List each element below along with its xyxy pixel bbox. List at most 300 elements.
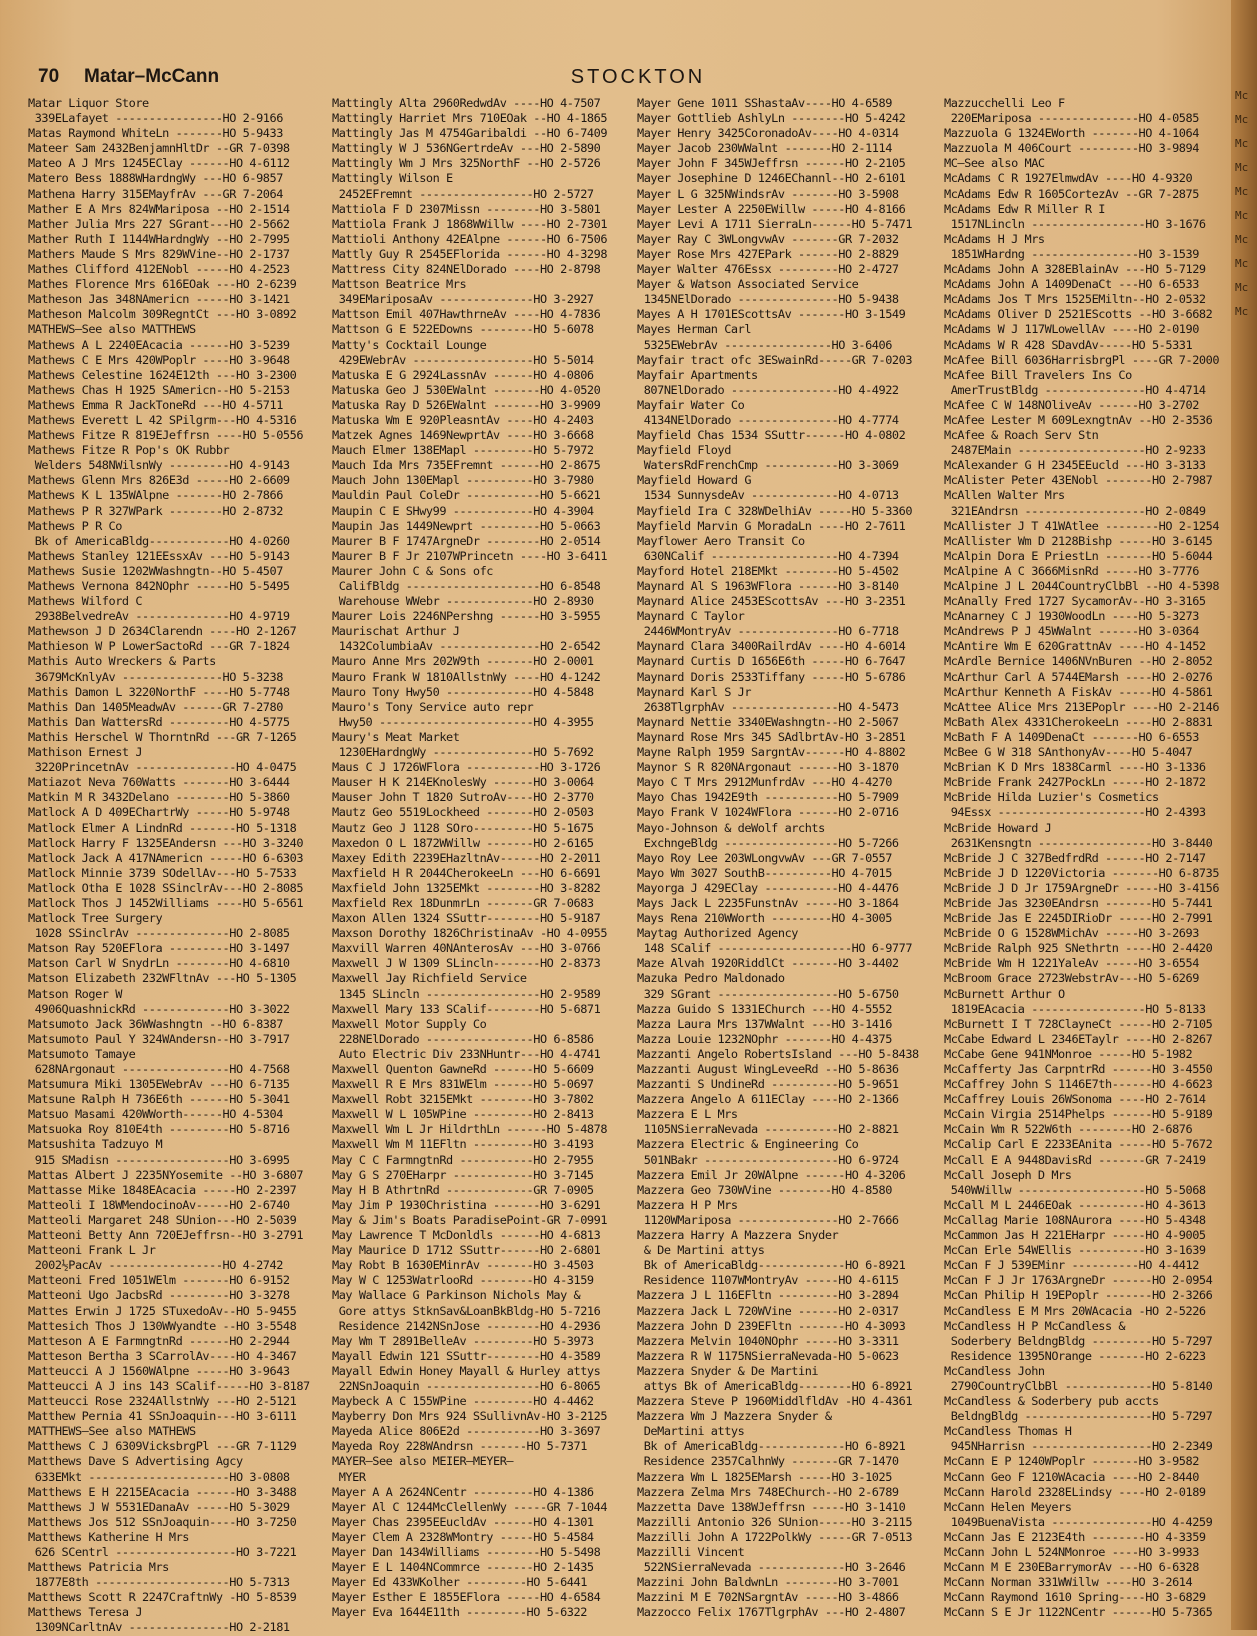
- directory-entry: Mazzocco Felix 1767TlgrphAv ---HO 2-4807: [637, 1605, 906, 1620]
- directory-entry: Maupin Jas 1449Newprt ---------HO 5-0663: [332, 518, 601, 533]
- directory-entry: 1028 SSinclrAv --------------HO 2-8085: [28, 926, 290, 941]
- directory-entry: Mayer Dan 1434Williams --------HO 5-5498: [332, 1545, 601, 1559]
- directory-entry: Matsumoto Tamaye: [28, 1046, 136, 1061]
- directory-entry: McAlpin Dora E PriestLn -------HO 5-6044: [944, 548, 1213, 563]
- directory-entry: Maynard Nettie 3340EWashngtn--HO 2-5067: [637, 714, 899, 729]
- directory-entry: Mather Ruth I 1144WHardngWy --HO 2-7995: [28, 231, 290, 246]
- directory-entry: Matsumoto Paul Y 324WAndersn--HO 3-7917: [28, 1031, 290, 1046]
- directory-entry: Mazzera R W 1175NSierraNevada-HO 5-0623: [637, 1348, 899, 1363]
- directory-entry: Maxon Allen 1324 SSuttr--------HO 5-9187: [332, 911, 601, 926]
- directory-entry: Mauser H K 214EKnolesWy ------HO 3-0064: [332, 775, 594, 790]
- directory-entry: McCain Virgia 2514Phelps ------HO 5-9189: [944, 1107, 1213, 1122]
- directory-entry: Mazzera Angelo A 611EClay ----HO 2-1366: [637, 1092, 899, 1107]
- directory-entry: McCandless E M Mrs 20WAcacia -HO 2-5226: [944, 1303, 1206, 1318]
- directory-entry: 2446WMontryAv ---------------HO 6-7718: [637, 624, 899, 639]
- directory-entry: Mayne Ralph 1959 SargntAv------HO 4-8802: [637, 745, 906, 760]
- directory-entry: Matlock Jack A 417NAmericn -----HO 6-6303: [28, 850, 304, 865]
- directory-entry: 349EMariposaAv --------------HO 3-2927: [332, 292, 594, 307]
- directory-entry: McCabe Gene 941NMonroe -----HO 5-1982: [944, 1046, 1193, 1061]
- directory-entry: McAllister J T 41WAtlee --------HO 2-1254: [944, 518, 1220, 533]
- directory-entry: May Maurice D 1712 SSuttr------HO 2-6801: [332, 1243, 601, 1258]
- directory-entry: Mayer Clem A 2328WMontry -----HO 5-4584: [332, 1529, 594, 1544]
- directory-entry: 626 SCentrl ------------------HO 3-7221: [28, 1545, 297, 1559]
- directory-entry: Matthews C J 6309VicksbrgPl ---GR 7-1129: [28, 1439, 297, 1454]
- directory-entry: Mayer & Watson Associated Service: [637, 277, 859, 292]
- directory-entry: Mayer Levi A 1711 SierraLn------HO 5-7471: [637, 216, 913, 231]
- directory-entry: May W C 1253WatrlooRd --------HO 4-3159: [332, 1273, 594, 1288]
- directory-entry: McCann Helen Meyers: [944, 1499, 1072, 1514]
- directory-entry: Mazzera H P Mrs: [637, 1197, 738, 1212]
- directory-entry: McAdams John A 328EBlainAv ---HO 5-7129: [944, 262, 1206, 277]
- directory-entry: McAlpine A C 3666MisnRd -----HO 3-7776: [944, 563, 1199, 578]
- directory-entry: Mazza Guido S 1331EChurch ---HO 4-5552: [637, 1001, 892, 1016]
- directory-entry: McAfee & Roach Serv Stn: [944, 428, 1099, 443]
- directory-entry: McBride O G 1528WMichAv -----HO 3-2693: [944, 926, 1199, 941]
- directory-entry: Matson Carl W SnydrLn --------HO 4-6810: [28, 956, 290, 971]
- directory-entry: McBath Alex 4331CherokeeLn ----HO 2-8831: [944, 714, 1213, 729]
- directory-entry: Mattes Erwin J 1725 STuxedoAv--HO 5-9455: [28, 1303, 297, 1318]
- directory-entry: McBee G W 318 SAnthonyAv----HO 5-4047: [944, 745, 1193, 760]
- directory-entry: McAdams W J 117WLowellAv ----HO 2-0190: [944, 322, 1199, 337]
- directory-entry: Mattas Albert J 2235NYosemite --HO 3-6807: [28, 1167, 304, 1182]
- directory-entry: Residence 2357CalhnWy -------GR 7-1470: [637, 1454, 899, 1469]
- directory-entry: Mayeda Alice 806E2d -----------HO 3-3697: [332, 1424, 601, 1439]
- directory-entry: Mazzetta Dave 138WJeffrsn -----HO 3-1410: [637, 1499, 906, 1514]
- directory-entry: Maxvill Warren 40NAnterosAv ---HO 3-0766: [332, 941, 601, 956]
- directory-entry: McCandless Thomas H: [944, 1424, 1072, 1439]
- directory-entry: 630NCalif -------------------HO 4-7394: [637, 548, 899, 563]
- directory-entry: Maxfield John 1325EMkt --------HO 3-8282: [332, 880, 601, 895]
- directory-entry: Matzek Agnes 1469NewprtAv ----HO 3-6668: [332, 428, 594, 443]
- directory-entry: Mathieson W P LowerSactoRd ---GR 7-1824: [28, 639, 290, 654]
- directory-entry: Matteucci A J 1560WAlpne -----HO 3-9643: [28, 1363, 290, 1378]
- directory-entry: Mathes Clifford 412ENobl -----HO 4-2523: [28, 262, 290, 277]
- directory-entry: 1049BuenaVista ---------------HO 4-4259: [944, 1514, 1213, 1529]
- directory-entry: Mazzucchelli Leo F: [944, 96, 1065, 110]
- directory-entry: May H B AthrtnRd -------------GR 7-0905: [332, 1182, 594, 1197]
- directory-entry: Maynard Karl S Jr: [637, 684, 752, 699]
- section-range: Matar–McCann: [84, 66, 220, 87]
- directory-entry: Mattingly W J 536NGertrdeAv ---HO 2-5890: [332, 141, 601, 156]
- directory-entry: Mazza Laura Mrs 137WWalnt ---HO 3-1416: [637, 1016, 892, 1031]
- directory-entry: Matuska Wm E 920PleasntAv ----HO 4-2403: [332, 412, 594, 427]
- directory-entry: Mayer Gottlieb AshlyLn --------HO 5-4242: [637, 111, 906, 126]
- directory-entry: Maxwell Wm L Jr HildrthLn ------HO 5-4878: [332, 1122, 608, 1137]
- directory-entry: Maurer John C & Sons ofc: [332, 563, 494, 578]
- directory-entry: Residence 2142NSnJose --------HO 4-2936: [332, 1318, 601, 1333]
- directory-entry: Maxwell Mary 133 SCalif--------HO 5-6871: [332, 1001, 601, 1016]
- directory-entry: Mayfield Chas 1534 SSuttr------HO 4-0802: [637, 428, 906, 443]
- directory-entry: WatersRdFrenchCmp -----------HO 3-3069: [637, 458, 899, 473]
- directory-entry: 3220PrincetnAv ---------------HO 4-0475: [28, 760, 297, 775]
- directory-entry: McCan F J 539EMinr ----------HO 4-4412: [944, 1258, 1199, 1273]
- directory-entry: Mather E A Mrs 824WMariposa --HO 2-1514: [28, 201, 290, 216]
- directory-entry: Matthews Dave S Advertising Agcy: [28, 1454, 243, 1469]
- directory-entry: May C C FarmngtnRd -----------HO 2-7955: [332, 1152, 594, 1167]
- directory-entry: McCaffrey Louis 26WSonoma ----HO 2-7614: [944, 1092, 1206, 1107]
- directory-entry: Matteoni Ugo JacbsRd ---------HO 3-3278: [28, 1288, 290, 1303]
- directory-entry: Maurer B F Jr 2107WPrincetn ----HO 3-6411: [332, 548, 608, 563]
- directory-entry: Mathews Fitze R 819EJeffrsn ----HO 5-0556: [28, 428, 304, 443]
- directory-entry: Mays Jack L 2235FunstnAv -----HO 3-1864: [637, 895, 899, 910]
- directory-entry: Mattiola Frank J 1868WWillw ----HO 2-7301: [332, 216, 608, 231]
- directory-entry: McCan F J Jr 1763ArgneDr ------HO 2-0954: [944, 1273, 1213, 1288]
- directory-entry: Residence 1395NOrange -------HO 2-6223: [944, 1348, 1206, 1363]
- directory-entry: Mathews Stanley 121EEssxAv ---HO 5-9143: [28, 548, 290, 563]
- directory-entry: 429EWebrAv ------------------HO 5-5014: [332, 352, 594, 367]
- directory-entry: McCabe Edward L 2346ETaylr ----HO 2-8267: [944, 1031, 1213, 1046]
- directory-column-1: [28, 96, 320, 1636]
- directory-entry: Mazzera Emil Jr 20WAlpne ------HO 4-3206: [637, 1167, 906, 1182]
- directory-entry: MATTHEWS—See also MATHEWS: [28, 1424, 196, 1439]
- directory-entry: Matthews Katherine H Mrs: [28, 1529, 190, 1544]
- directory-entry: Matteucci Rose 2324AllstnWy ---HO 2-5121: [28, 1394, 297, 1409]
- directory-entry: Maxwell Motor Supply Co: [332, 1016, 487, 1031]
- directory-entry: Mayer E L 1404NCommrce -------HO 2-1435: [332, 1560, 594, 1575]
- directory-entry: McBride J D Jr 1759ArgneDr -----HO 3-4156: [944, 880, 1220, 895]
- directory-entry: Maxson Dorothy 1826ChristinaAv -HO 4-0955: [332, 926, 608, 941]
- directory-entry: Mayo Frank V 1024WFlora ------HO 2-0716: [637, 805, 899, 820]
- directory-entry: Matson Roger W: [28, 986, 122, 1001]
- directory-entry: Mayer Rose Mrs 427EPark ------HO 2-8829: [637, 246, 899, 261]
- directory-entry: Mayer Gene 1011 SShastaAv----HO 4-6589: [637, 96, 892, 110]
- directory-entry: McBurnett Arthur O: [944, 986, 1065, 1001]
- directory-entry: Matson Elizabeth 232WFltnAv ---HO 5-1305: [28, 971, 297, 986]
- directory-entry: Mayer Chas 2395EEucldAv ------HO 4-1301: [332, 1514, 594, 1529]
- directory-entry: 228NElDorado ----------------HO 6-8586: [332, 1031, 594, 1046]
- directory-entry: McBride Howard J: [944, 820, 1052, 835]
- directory-entry: McAlexander G H 2345EEucld ---HO 3-3133: [944, 458, 1206, 473]
- adjacent-page-edge: [1231, 0, 1257, 1630]
- directory-entry: Mathes Florence Mrs 616EOak ---HO 2-6239: [28, 277, 297, 292]
- directory-entry: Soderbery BeldngBldg ---------HO 5-7297: [944, 1333, 1213, 1348]
- directory-entry: Mathews Wilford C: [28, 594, 143, 609]
- directory-entry: 2631Kensngtn -----------------HO 3-8440: [944, 835, 1213, 850]
- directory-entry: 1819EAcacia -----------------HO 5-8133: [944, 1001, 1206, 1016]
- directory-entry: Matuska Geo J 530EWalnt -------HO 4-0520: [332, 382, 601, 397]
- directory-entry: 148 SCalif --------------------HO 6-9777: [637, 941, 913, 956]
- directory-entry: Mazzuola G 1324EWorth -------HO 4-1064: [944, 126, 1199, 141]
- directory-entry: Mathewson J D 2634Clarendn ----HO 2-1267: [28, 624, 297, 639]
- directory-entry: Mattingly Harriet Mrs 710EOak --HO 4-1865: [332, 111, 608, 126]
- directory-entry: McAdams W R 428 SDavdAv-----HO 5-5331: [944, 337, 1193, 352]
- directory-entry: McAdams John A 1409DenaCt ---HO 6-6533: [944, 277, 1199, 292]
- directory-entry: Mayo-Johnson & deWolf archts: [637, 820, 825, 835]
- directory-entry: Maytag Authorized Agency: [637, 926, 799, 941]
- directory-entry: Mathews Glenn Mrs 826E3d -----HO 2-6609: [28, 473, 290, 488]
- directory-entry: Matuska Ray D 526EWalnt -------HO 3-9909: [332, 397, 601, 412]
- directory-entry: Mattingly Jas M 4754Garibaldi --HO 6-7409: [332, 126, 608, 141]
- directory-entry: Mayall Edwin 121 SSuttr--------HO 4-3589: [332, 1348, 601, 1363]
- directory-entry: McAndrews P J 45WWalnt ------HO 3-0364: [944, 624, 1199, 639]
- directory-entry: 329 SGrant ------------------HO 5-6750: [637, 986, 899, 1001]
- directory-entry: Maxey Edith 2239EHazltnAv------HO 2-2011: [332, 850, 601, 865]
- directory-entry: Mattly Guy R 2545EFlorida ------HO 4-3298: [332, 246, 608, 261]
- directory-entry: Matsune Ralph H 736E6th ------HO 5-3041: [28, 1092, 290, 1107]
- directory-entry: Mathews A L 2240EAcacia ------HO 3-5239: [28, 337, 290, 352]
- directory-entry: Mathews Fitze R Pop's OK Rubbr: [28, 443, 230, 458]
- directory-entry: Mayer Jacob 230WWalnt -------HO 2-1114: [637, 141, 892, 156]
- directory-entry: 1345NElDorado ---------------HO 5-9438: [637, 292, 899, 307]
- directory-entry: Mazzanti Angelo RobertsIsland ---HO 5-8438: [637, 1046, 919, 1061]
- directory-entry: CalifBldg --------------------HO 6-8548: [332, 579, 601, 593]
- directory-entry: Matteoli I 18WMendocinoAv-----HO 2-6740: [28, 1197, 290, 1212]
- directory-entry: McCallag Marie 108NAurora ----HO 5-4348: [944, 1212, 1206, 1227]
- directory-entry: Bk of AmericaBldg------------HO 4-0260: [28, 533, 290, 548]
- directory-entry: Maxwell Quenton GawneRd ------HO 5-6609: [332, 1062, 594, 1076]
- directory-entry: 321EAndrsn ------------------HO 2-0849: [944, 503, 1206, 518]
- directory-entry: Mauch Ida Mrs 735EFremnt ------HO 2-8675: [332, 458, 601, 473]
- directory-entry: 1432ColumbiaAv ---------------HO 2-6542: [332, 639, 601, 654]
- directory-entry: Mateo A J Mrs 1245EClay ------HO 4-6112: [28, 156, 290, 171]
- directory-entry: Mattiola F D 2307Missn --------HO 3-5801: [332, 201, 601, 216]
- directory-entry: Maynard Rose Mrs 345 SAdlbrtAv-HO 3-2851: [637, 729, 906, 744]
- directory-entry: 522NSierraNevada -------------HO 3-2646: [637, 1560, 906, 1575]
- directory-entry: Matteoni Betty Ann 720EJeffrsn--HO 3-2791: [28, 1228, 304, 1243]
- directory-entry: 220EMariposa ---------------HO 4-0585: [944, 111, 1199, 126]
- directory-entry: Matlock Tree Surgery: [28, 911, 163, 926]
- directory-entry: Mazzera Steve P 1960MiddlfldAv -HO 4-4361: [637, 1394, 913, 1409]
- directory-entry: Mazzera John D 239EFltn -------HO 4-3093: [637, 1318, 906, 1333]
- directory-entry: Matsumoto Jack 36WWashngtn --HO 6-8387: [28, 1016, 283, 1031]
- directory-entry: Maxwell W L 105WPine ---------HO 2-8413: [332, 1107, 594, 1122]
- directory-entry: Bk of AmericaBldg-------------HO 6-8921: [637, 1258, 906, 1273]
- directory-entry: Mauro Anne Mrs 202W9th -------HO 2-0001: [332, 654, 594, 669]
- directory-entry: Mautz Geo J 1128 SOro---------HO 5-1675: [332, 820, 594, 835]
- directory-entry: Mayfield Ira C 328WDelhiAv -----HO 5-3360: [637, 503, 913, 518]
- directory-entry: & De Martini attys: [637, 1243, 765, 1258]
- directory-entry: Mayfield Marvin G MoradaLn ----HO 2-7611: [637, 518, 906, 533]
- directory-entry: Mayeda Roy 228WAndrsn -------HO 5-7371: [332, 1439, 587, 1454]
- directory-entry: Mayer Ed 433WKolher ---------HO 5-6441: [332, 1575, 587, 1590]
- directory-entry: 633EMkt ---------------------HO 3-0808: [28, 1469, 290, 1484]
- directory-entry: McBride Wm H 1221YaleAv -----HO 3-6554: [944, 956, 1199, 971]
- directory-entry: Mayorga J 429EClay -----------HO 4-4476: [637, 880, 899, 895]
- directory-entry: McCain Wm R 522W6th --------HO 2-6876: [944, 1122, 1193, 1137]
- directory-entry: Hwy50 -----------------------HO 4-3955: [332, 714, 594, 729]
- directory-entry: May G S 270EHarpr ------------HO 3-7145: [332, 1167, 594, 1182]
- directory-entry: Mazzera Wm L 1825EMarsh -----HO 3-1025: [637, 1469, 892, 1484]
- directory-entry: Mayford Hotel 218EMkt --------HO 5-4502: [637, 563, 899, 578]
- directory-entry: McAllen Walter Mrs: [944, 488, 1065, 503]
- directory-entry: Mattson Beatrice Mrs: [332, 277, 467, 292]
- directory-entry: Matsushita Tadzuyo M: [28, 1137, 163, 1152]
- directory-entry: Mayer L G 325NWindsrAv -------HO 3-5908: [637, 186, 899, 201]
- directory-entry: Maxfield Rex 18DunmrLn -------GR 7-0683: [332, 895, 594, 910]
- directory-entry: 501NBakr --------------------HO 6-9724: [637, 1152, 899, 1167]
- directory-entry: May Lawrence T McDonldls ------HO 4-6813: [332, 1228, 601, 1243]
- directory-entry: McCall E A 9448DavisRd -------GR 7-2419: [944, 1152, 1206, 1167]
- directory-entry: Matsuoka Roy 810E4th ---------HO 5-8716: [28, 1122, 290, 1137]
- directory-column-4: [944, 96, 1230, 1620]
- directory-entry: Matteucci A J ins 143 SCalif-----HO 3-8187: [28, 1378, 310, 1393]
- directory-entry: McAdams H J Mrs: [944, 231, 1045, 246]
- directory-entry: Mathews P R 327WPark --------HO 2-8732: [28, 503, 283, 518]
- directory-entry: McCandless & Soderbery pub accts: [944, 1394, 1159, 1409]
- directory-entry: Mattasse Mike 1848EAcacia -----HO 2-2397: [28, 1182, 297, 1197]
- directory-entry: 2638TlgrphAv ----------------HO 4-5473: [637, 699, 899, 714]
- directory-entry: 4134NElDorado ---------------HO 4-7774: [637, 412, 899, 427]
- adjacent-page-text: Mc Mc Mc Mc Mc Mc Mc Mc Mc Mc: [1235, 89, 1249, 318]
- directory-entry: Matas Raymond WhiteLn -------HO 5-9433: [28, 126, 283, 141]
- directory-entry: McCann Jas E 2123E4th --------HO 4-3359: [944, 1529, 1206, 1544]
- directory-entry: Matkin M R 3432Delano --------HO 5-3860: [28, 790, 290, 805]
- directory-entry: Mazzera Wm J Mazzera Snyder &: [637, 1409, 832, 1424]
- directory-entry: 339ELafayet ----------------HO 2-9166: [28, 111, 283, 126]
- directory-entry: Mazza Louie 1232NOphr -------HO 4-4375: [637, 1031, 892, 1046]
- directory-entry: Matlock A D 409EChartrWy -----HO 5-9748: [28, 805, 290, 820]
- directory-entry: McCammon Jas H 221EHarpr -----HO 4-9005: [944, 1228, 1206, 1243]
- directory-entry: Mayer Walter 476Essx ---------HO 2-4727: [637, 262, 899, 277]
- directory-entry: Mayfair tract ofc 3ESwainRd-----GR 7-0203: [637, 352, 913, 367]
- directory-entry: Maxwell Wm M 11EFltn ---------HO 3-4193: [332, 1137, 594, 1152]
- directory-entry: Matty's Cocktail Lounge: [332, 337, 487, 352]
- directory-entry: Mayes Herman Carl: [637, 322, 752, 337]
- directory-entry: 915 SMadisn -----------------HO 3-6995: [28, 1152, 290, 1167]
- directory-entry: Mattesich Thos J 130WWyandte --HO 3-5548: [28, 1318, 297, 1333]
- directory-entry: Matlock Harry F 1325EAndersn ---HO 3-3240: [28, 835, 304, 850]
- directory-entry: Mathews Susie 1202WWashngtn--HO 5-4507: [28, 563, 283, 578]
- directory-entry: Mazzera E L Mrs: [637, 1107, 738, 1122]
- directory-entry: McCan Erle 54WEllis ----------HO 3-1639: [944, 1243, 1206, 1258]
- directory-entry: McBroom Grace 2723WebstrAv---HO 5-6269: [944, 971, 1199, 986]
- directory-entry: Mayberry Don Mrs 924 SSullivnAv-HO 3-2125: [332, 1409, 608, 1424]
- directory-entry: Mathis Damon L 3220NorthF ----HO 5-7748: [28, 684, 290, 699]
- directory-entry: Matson Ray 520EFlora ---------HO 3-1497: [28, 941, 290, 956]
- directory-entry: McAdams Oliver D 2521EScotts --HO 3-6682: [944, 307, 1213, 322]
- directory-entry: May Robt B 1630EMinrAv -------HO 3-4503: [332, 1258, 594, 1273]
- directory-entry: Maupin C E SHwy99 ------------HO 4-3904: [332, 503, 594, 518]
- directory-entry: Mazzera J L 116EFltn ---------HO 3-2894: [637, 1288, 899, 1303]
- directory-entry: MAYER—See also MEIER—MEYER—: [332, 1454, 514, 1469]
- directory-entry: Maurer B F 1747ArgneDr --------HO 2-0514: [332, 533, 601, 548]
- directory-entry: 3679McKnlyAv ---------------HO 5-3238: [28, 669, 283, 684]
- directory-entry: May & Jim's Boats ParadisePoint-GR 7-0991: [332, 1212, 608, 1227]
- directory-entry: Matthews E H 2215EAcacia ------HO 3-3488: [28, 1484, 297, 1499]
- directory-entry: Mayer Henry 3425CoronadoAv----HO 4-0314: [637, 126, 899, 141]
- directory-entry: McArdle Bernice 1406NVnBuren --HO 2-8052: [944, 654, 1213, 669]
- directory-entry: McCandless H P McCandless &: [944, 1318, 1126, 1333]
- directory-entry: Mathews Vernona 842NOphr -----HO 5-5495: [28, 579, 290, 593]
- directory-column-3: [637, 96, 929, 1620]
- directory-entry: Mayo Wm 3027 SouthB----------HO 4-7015: [637, 865, 892, 880]
- page-header: [38, 66, 1238, 92]
- directory-entry: Mathews K L 135WAlpne -------HO 2-7866: [28, 488, 283, 503]
- directory-entry: McCann John L 524NMonroe ----HO 3-9933: [944, 1545, 1199, 1559]
- directory-entry: Mayfield Floyd: [637, 443, 731, 458]
- directory-entry: Mauch John 130EMapl ----------HO 3-7980: [332, 473, 594, 488]
- directory-entry: McAfee Lester M 609LexngtnAv --HO 2-3536: [944, 412, 1213, 427]
- directory-entry: McAnarney C J 1930WoodLn ----HO 5-3273: [944, 609, 1199, 624]
- directory-entry: Mathews Chas H 1925 SAmericn--HO 5-2153: [28, 382, 290, 397]
- directory-entry: Mayflower Aero Transit Co: [637, 533, 805, 548]
- directory-entry: Maxwell R E Mrs 831WElm ------HO 5-0697: [332, 1077, 594, 1092]
- directory-entry: Mayes A H 1701EScottsAv -------HO 3-1549: [637, 307, 906, 322]
- directory-entry: Mayall Edwin Honey Mayall & Hurley attys: [332, 1363, 601, 1378]
- directory-entry: ExchngeBldg -----------------HO 5-7266: [637, 835, 899, 850]
- directory-entry: Mayer Josephine D 1246EChannl--HO 2-6101: [637, 171, 906, 186]
- directory-entry: Welders 548NWilsnWy ---------HO 4-9143: [28, 458, 290, 473]
- directory-entry: May Wallace G Parkinson Nichols May &: [332, 1288, 581, 1303]
- directory-entry: McCall Joseph D Mrs: [944, 1167, 1072, 1182]
- directory-entry: McAlpine J L 2044CountryClbBl --HO 4-5398: [944, 579, 1220, 593]
- directory-entry: 1534 SunnysdeAv -------------HO 4-0713: [637, 488, 899, 503]
- directory-entry: McAdams C R 1927ElmwdAv ----HO 4-9320: [944, 171, 1193, 186]
- directory-entry: 22NSnJoaquin -----------------HO 6-8065: [332, 1378, 601, 1393]
- directory-entry: Maze Alvah 1920RiddlCt -------HO 3-4402: [637, 956, 899, 971]
- directory-entry: Mayer A A 2624NCentr ---------HO 4-1386: [332, 1484, 594, 1499]
- directory-entry: Mayer Al C 1244McClellenWy -----GR 7-1044: [332, 1499, 608, 1514]
- directory-entry: 2790CountryClbBl -------------HO 5-8140: [944, 1378, 1213, 1393]
- directory-entry: Mattress City 824NElDorado ----HO 2-8798: [332, 262, 601, 277]
- directory-entry: Mazzera Geo 730WVine --------HO 4-8580: [637, 1182, 892, 1197]
- directory-entry: 1345 SLincln -----------------HO 2-9589: [332, 986, 601, 1001]
- directory-column-2: [332, 96, 624, 1620]
- directory-entry: Maynard Curtis D 1656E6th -----HO 6-7647: [637, 654, 906, 669]
- directory-entry: Matsuo Masami 420WWorth------HO 4-5304: [28, 1107, 283, 1122]
- directory-entry: 1851WHardng ----------------HO 3-1539: [944, 246, 1199, 261]
- directory-entry: BeldngBldg -------------------HO 5-7297: [944, 1409, 1213, 1424]
- directory-entry: Matar Liquor Store: [28, 96, 149, 110]
- directory-entry: McBurnett I T 728ClayneCt -----HO 2-7105: [944, 1016, 1213, 1031]
- directory-entry: Mayo C T Mrs 2912MunfrdAv ---HO 4-4270: [637, 775, 892, 790]
- directory-entry: Mayo Chas 1942E9th -----------HO 5-7909: [637, 790, 899, 805]
- directory-entry: Maynard C Taylor: [637, 609, 745, 624]
- directory-entry: Mazzilli Vincent: [637, 1545, 745, 1559]
- directory-entry: Mathis Dan 1405MeadwAv ------GR 7-2780: [28, 699, 283, 714]
- directory-entry: MATHEWS—See also MATTHEWS: [28, 322, 196, 337]
- directory-entry: McCann Harold 2328ELindsy ----HO 2-0189: [944, 1484, 1206, 1499]
- directory-entry: Mazzilli Antonio 326 SUnion-----HO 3-2115: [637, 1514, 913, 1529]
- directory-entry: Maxfield H R 2044CherokeeLn ---HO 6-6691: [332, 865, 601, 880]
- directory-entry: Mathis Herschel W ThorntnRd ---GR 7-1265: [28, 729, 297, 744]
- directory-entry: Mazzera Zelma Mrs 748EChurch--HO 2-6789: [637, 1484, 899, 1499]
- directory-entry: May Wm T 2891BelleAv ---------HO 5-3973: [332, 1333, 594, 1348]
- directory-entry: Mayo Roy Lee 203WLongvwAv ---GR 7-0557: [637, 850, 892, 865]
- directory-entry: 1517NLincln -----------------HO 3-1676: [944, 216, 1206, 231]
- page-number: 70: [38, 66, 60, 87]
- directory-entry: McAnally Fred 1727 SycamorAv--HO 3-3165: [944, 594, 1206, 609]
- directory-entry: 4906QuashnickRd -------------HO 3-3022: [28, 1001, 290, 1016]
- directory-entry: Maxedon O L 1872WWillw -------HO 2-6165: [332, 835, 594, 850]
- directory-entry: 1877E8th --------------------HO 5-7313: [28, 1575, 290, 1590]
- directory-entry: Mattingly Wilson E: [332, 171, 453, 186]
- directory-entry: Mauro's Tony Service auto repr: [332, 699, 534, 714]
- directory-entry: DeMartini attys: [637, 1424, 745, 1439]
- directory-entry: Matero Bess 1888WHardngWy ---HO 6-9857: [28, 171, 283, 186]
- directory-entry: 5325EWebrAv ----------------HO 3-6406: [637, 337, 892, 352]
- directory-entry: Mathews Celestine 1624E12th ---HO 3-2300: [28, 367, 297, 382]
- directory-entry: Auto Electric Div 233NHuntr---HO 4-4741: [332, 1046, 601, 1061]
- directory-entry: 2002½PacAv -----------------HO 4-2742: [28, 1258, 283, 1273]
- directory-entry: Matlock Elmer A LindnRd -------HO 5-1318: [28, 820, 297, 835]
- directory-entry: McBride Jas 3230EAndrsn -------HO 5-7441: [944, 895, 1213, 910]
- directory-entry: 628NArgonaut ----------------HO 4-7568: [28, 1062, 290, 1076]
- directory-entry: AmerTrustBldg ---------------HO 4-4714: [944, 382, 1206, 397]
- directory-entry: Mattioli Anthony 42EAlpne ------HO 6-7506: [332, 231, 608, 246]
- directory-entry: McCann M E 230EBarrymorAv ---HO 6-6328: [944, 1560, 1199, 1575]
- directory-entry: Mauro Frank W 1810AllstnWy ----HO 4-1242: [332, 669, 601, 684]
- directory-entry: Maurer Lois 2246NPershng ------HO 3-5955: [332, 609, 601, 624]
- directory-entry: McAdams Edw R Miller R I: [944, 201, 1106, 216]
- directory-entry: Mayer Lester A 2250EWillw -----HO 4-8166: [637, 201, 906, 216]
- directory-entry: McAdams Edw R 1605CortezAv --GR 7-2875: [944, 186, 1199, 201]
- directory-entry: McAlister Peter 43ENobl -------HO 2-7987: [944, 473, 1213, 488]
- directory-entry: Mateer Sam 2432BenjamnHltDr --GR 7-0398: [28, 141, 290, 156]
- directory-entry: Bk of AmericaBldg-------------HO 6-8921: [637, 1439, 906, 1454]
- directory-entry: Maxwell Jay Richfield Service: [332, 971, 527, 986]
- directory-entry: McCann E P 1240WPoplr -------HO 3-9582: [944, 1454, 1199, 1469]
